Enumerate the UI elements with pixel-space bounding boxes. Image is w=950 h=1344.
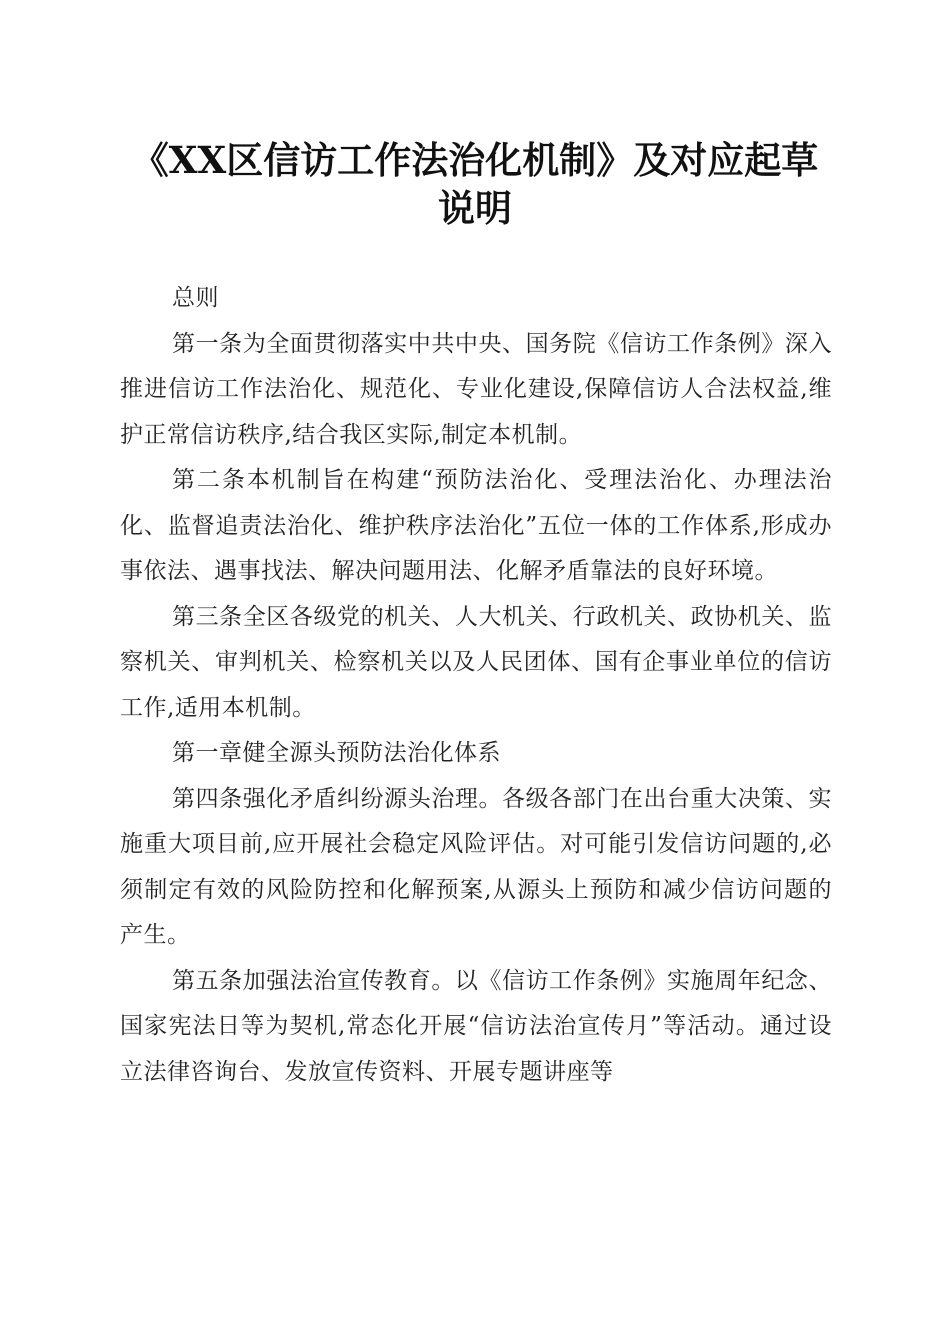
document-body xyxy=(120,276,832,1095)
article-5-paragraph: 第五条加强法治宣传教育。以《信访工作条例》实施周年纪念、国家宪法日等为契机,常态化开展“信访法治宣传月”等活动。通过设立法律咨询台、发放宣传资料、开展专题讲座等 xyxy=(120,967,832,1085)
section-heading-general: 总则 xyxy=(172,285,219,311)
article-4-paragraph: 第四条强化矛盾纠纷源头治理。各级各部门在出台重大决策、实施重大项目前,应开展社会稳定风险评估。对可能引发信访问题的,必须制定有效的风险防控和化解预案,从源头上预防和减少信访问题的产生。 xyxy=(120,785,832,948)
article-1-paragraph: 第一条为全面贯彻落实中共中央、国务院《信访工作条例》深入推进信访工作法治化、规范化、专业化建设,保障信访人合法权益,维护正常信访秩序,结合我区实际,制定本机制。 xyxy=(120,330,832,448)
chapter-1-heading: 第一章健全源头预防法治化体系 xyxy=(172,740,501,766)
article-3-paragraph: 第三条全区各级党的机关、人大机关、行政机关、政协机关、监察机关、审判机关、检察机关以及人民团体、国有企事业单位的信访工作,适用本机制。 xyxy=(120,603,832,721)
article-2-paragraph: 第二条本机制旨在构建“预防法治化、受理法治化、办理法治化、监督追责法治化、维护秩序法治化”五位一体的工作体系,形成办事依法、遇事找法、解决问题用法、化解矛盾靠法的良好环境。 xyxy=(120,467,832,584)
document-title: 《XX区信访工作法治化机制》及对应起草说明 xyxy=(131,138,819,230)
